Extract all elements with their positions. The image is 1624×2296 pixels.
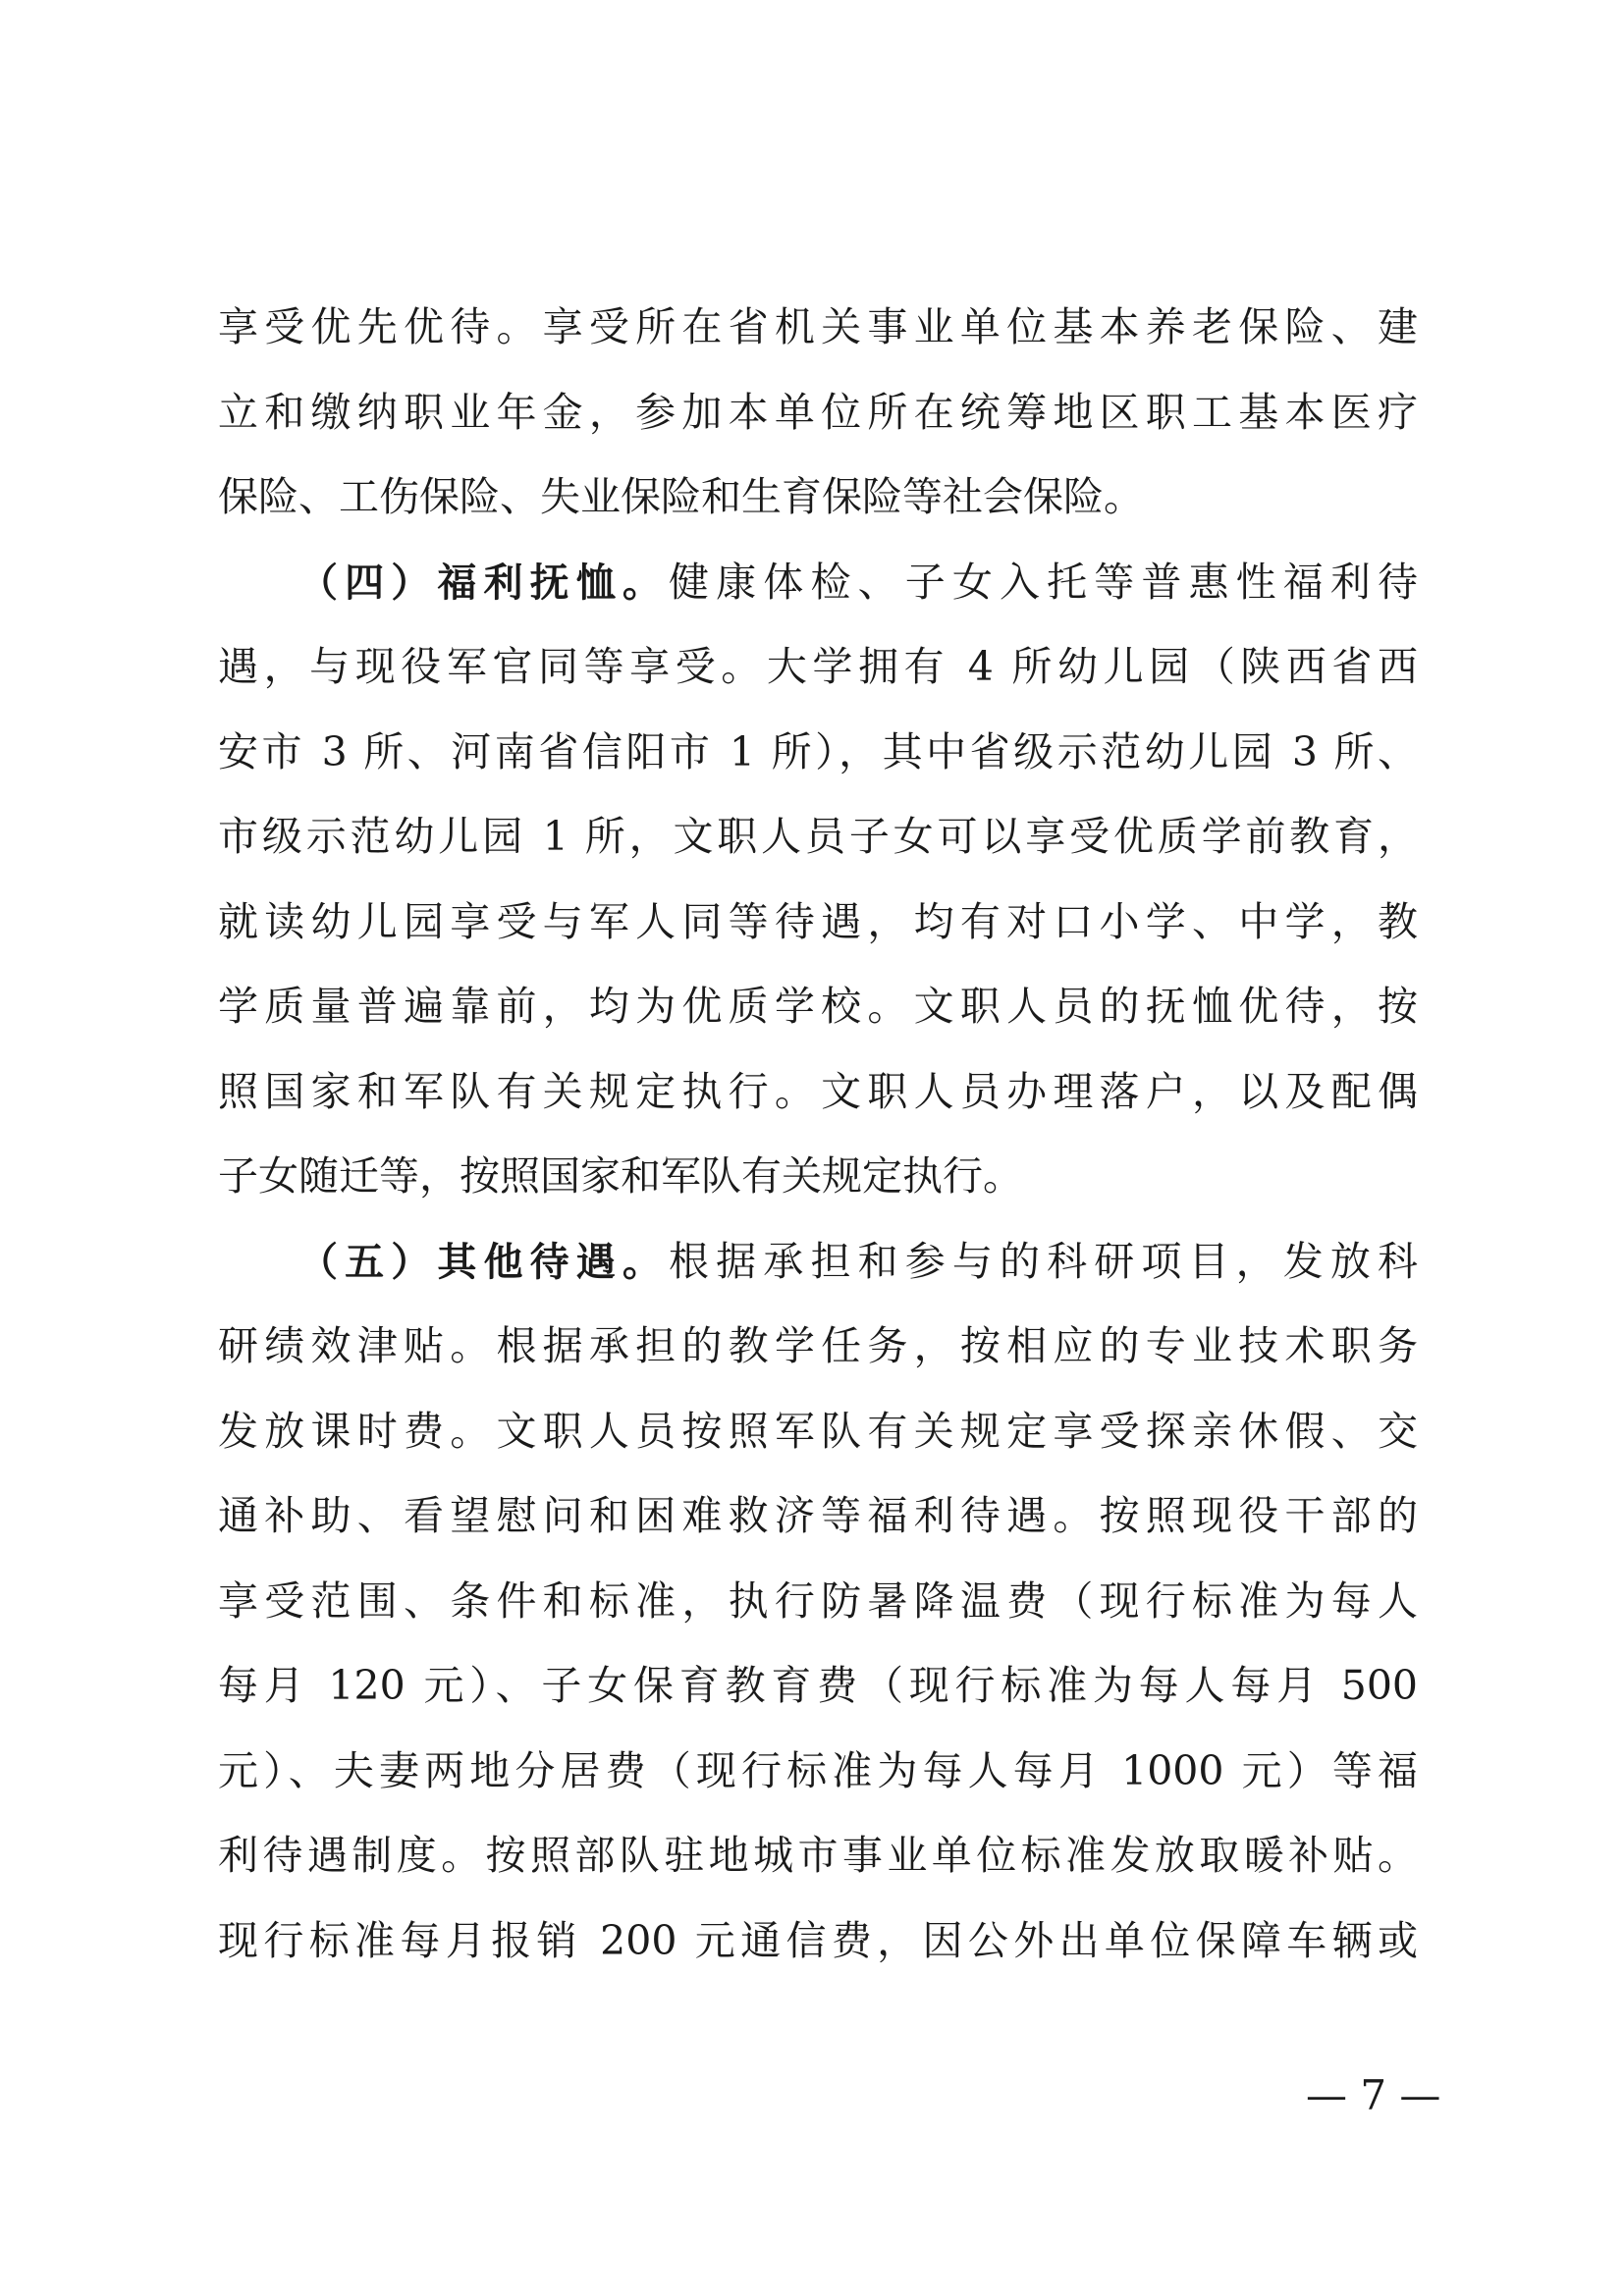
body-line: 保险、工伤保险、失业保险和生育保险等社会保险。 — [218, 473, 1144, 520]
section-four-heading: （四）福利抚恤。 — [298, 560, 670, 606]
page-number: — 7 — — [1306, 2071, 1441, 2119]
section-five-first-line — [218, 1219, 1418, 1305]
section-five-intro: 根据承担和参与的科研项目，发放科 — [669, 1237, 1419, 1285]
section-four-intro: 健康体检、子女入托等普惠性福利待 — [669, 558, 1419, 606]
section-five-heading: （五）其他待遇。 — [298, 1239, 670, 1285]
body-line: 学质量普遍靠前，均为优质学校。文职人员的抚恤优待，按 — [218, 983, 1418, 1030]
body-line: 遇，与现役军官同等享受。大学拥有 4 所幼儿园（陕西省西 — [218, 643, 1418, 690]
body-line: 立和缴纳职业年金，参加本单位所在统筹地区职工基本医疗 — [218, 388, 1418, 436]
body-line: 利待遇制度。按照部队驻地城市事业单位标准发放取暖补贴。 — [218, 1832, 1418, 1879]
body-line: 享受范围、条件和标准，执行防暑降温费（现行标准为每人 — [218, 1576, 1418, 1625]
body-line: 就读幼儿园享受与军人同等待遇，均有对口小学、中学，教 — [218, 897, 1418, 945]
section-four-first-line — [218, 540, 1418, 625]
body-line: 照国家和军队有关规定执行。文职人员办理落户，以及配偶 — [218, 1067, 1418, 1115]
body-line: 现行标准每月报销 200 元通信费，因公外出单位保障车辆或 — [218, 1916, 1418, 1964]
body-line: 子女随迁等，按照国家和军队有关规定执行。 — [218, 1152, 1023, 1200]
body-line: 研绩效津贴。根据承担的教学任务，按相应的专业技术职务 — [218, 1322, 1418, 1369]
body-line: 元）、夫妻两地分居费（现行标准为每人每月 1000 元）等福 — [218, 1746, 1418, 1794]
body-line: 市级示范幼儿园 1 所，文职人员子女可以享受优质学前教育， — [218, 813, 1418, 860]
body-line: 安市 3 所、河南省信阳市 1 所），其中省级示范幼儿园 3 所、 — [218, 727, 1418, 775]
body-line: 通补助、看望慰问和困难救济等福利待遇。按照现役干部的 — [218, 1492, 1418, 1539]
document-body — [218, 285, 1418, 1983]
body-line: 享受优先优待。享受所在省机关事业单位基本养老保险、建 — [218, 303, 1418, 350]
body-line: 发放课时费。文职人员按照军队有关规定享受探亲休假、交 — [218, 1407, 1418, 1455]
body-line: 每月 120 元）、子女保育教育费（现行标准为每人每月 500 — [218, 1662, 1418, 1709]
